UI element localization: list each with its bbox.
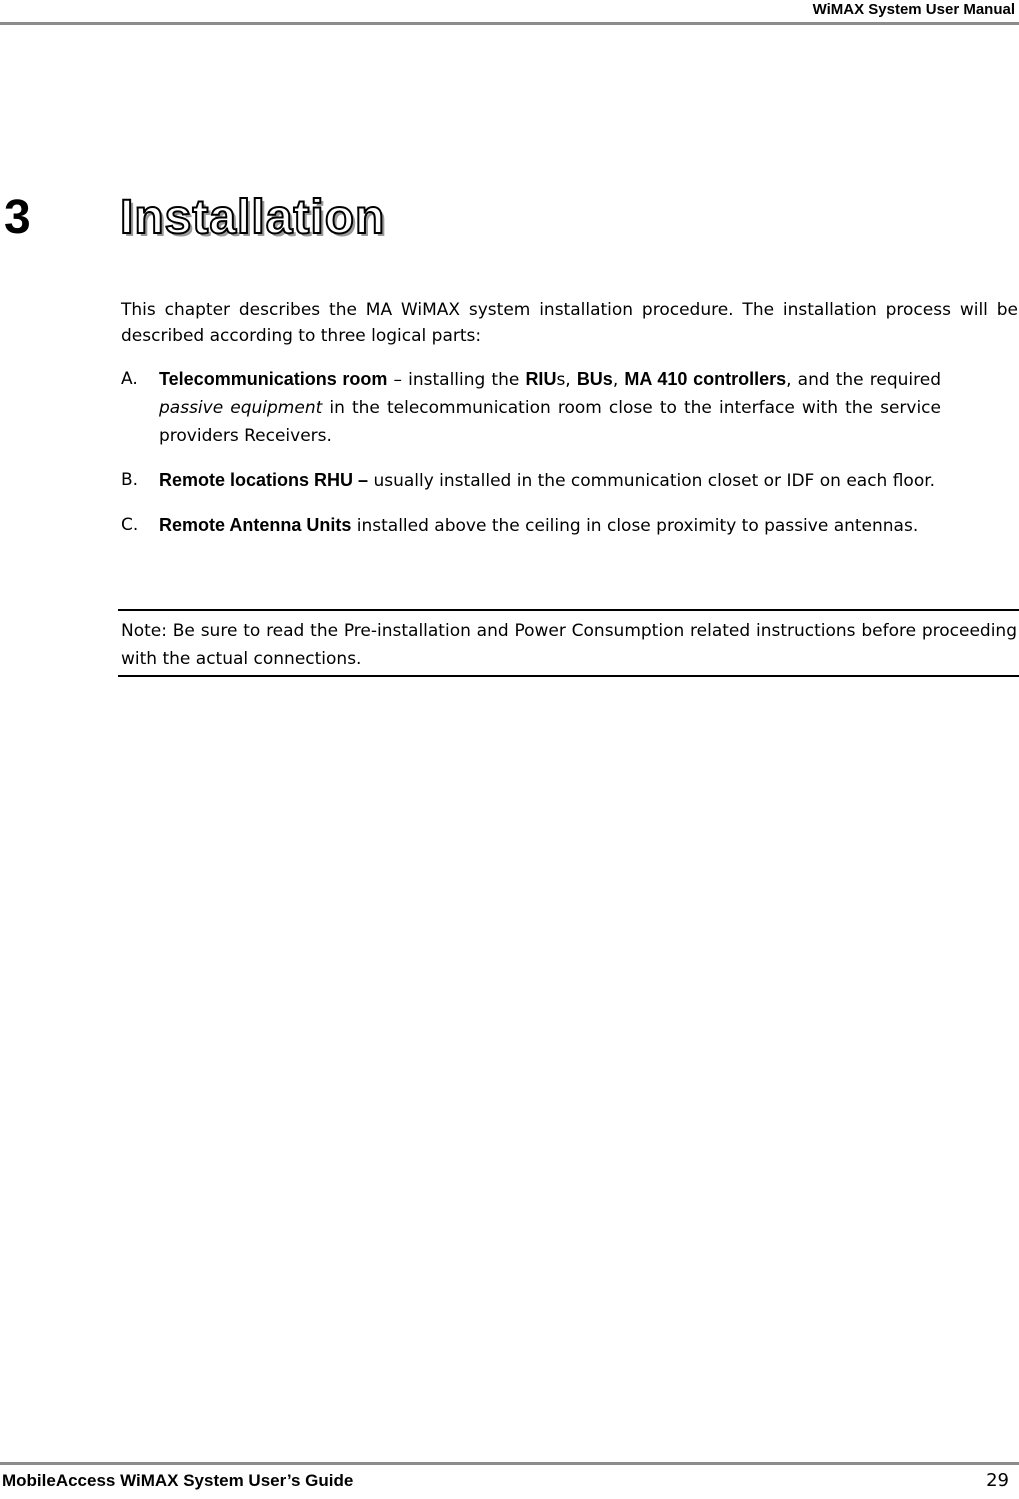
header-title: WiMAX System User Manual <box>812 1 1015 18</box>
note-text: Note: Be sure to read the Pre-installation and Power Consumption related instructions before proceeding with the actual connections. <box>121 621 1017 669</box>
list-marker: C. <box>121 515 139 535</box>
list-marker: B. <box>121 470 139 490</box>
list-item-text: , and the required <box>786 370 941 390</box>
chapter-heading <box>4 188 904 258</box>
list-item-text: s, <box>556 370 577 390</box>
installation-parts-list <box>121 365 941 556</box>
list-item-text: installed above the ceiling in close proximity to passive antennas. <box>351 516 919 536</box>
list-item-italic: passive equipment <box>159 398 323 418</box>
list-item-text: , <box>612 370 625 390</box>
list-marker: A. <box>121 369 138 389</box>
page-footer <box>0 1462 1019 1499</box>
list-item <box>121 365 941 450</box>
list-item <box>121 466 941 495</box>
list-item-bold: BUs <box>576 369 613 389</box>
list-item <box>121 511 941 540</box>
list-item-text: in the telecommunication room close to the interface with the service providers Receivers. <box>159 398 941 446</box>
list-item-lead: Remote locations RHU – <box>159 470 369 490</box>
list-item-bold: RIU <box>525 369 557 389</box>
note-box <box>118 609 1019 677</box>
list-item-lead: Telecommunications room <box>159 369 388 389</box>
list-item-bold: MA 410 controllers <box>624 369 787 389</box>
page-header <box>0 0 1019 25</box>
page-number: 29 <box>986 1470 1009 1491</box>
chapter-number: 3 <box>4 191 31 244</box>
footer-title: MobileAccess WiMAX System User’s Guide <box>2 1471 354 1490</box>
intro-paragraph: This chapter describes the MA WiMAX system installation procedure. The installation process will be described according to three logical parts: <box>121 300 1018 346</box>
list-item-text: – installing the <box>387 370 526 390</box>
list-item-lead: Remote Antenna Units <box>159 515 352 535</box>
list-item-text: usually installed in the communication closet or IDF on each floor. <box>368 471 936 491</box>
chapter-title: Installation <box>120 191 386 244</box>
